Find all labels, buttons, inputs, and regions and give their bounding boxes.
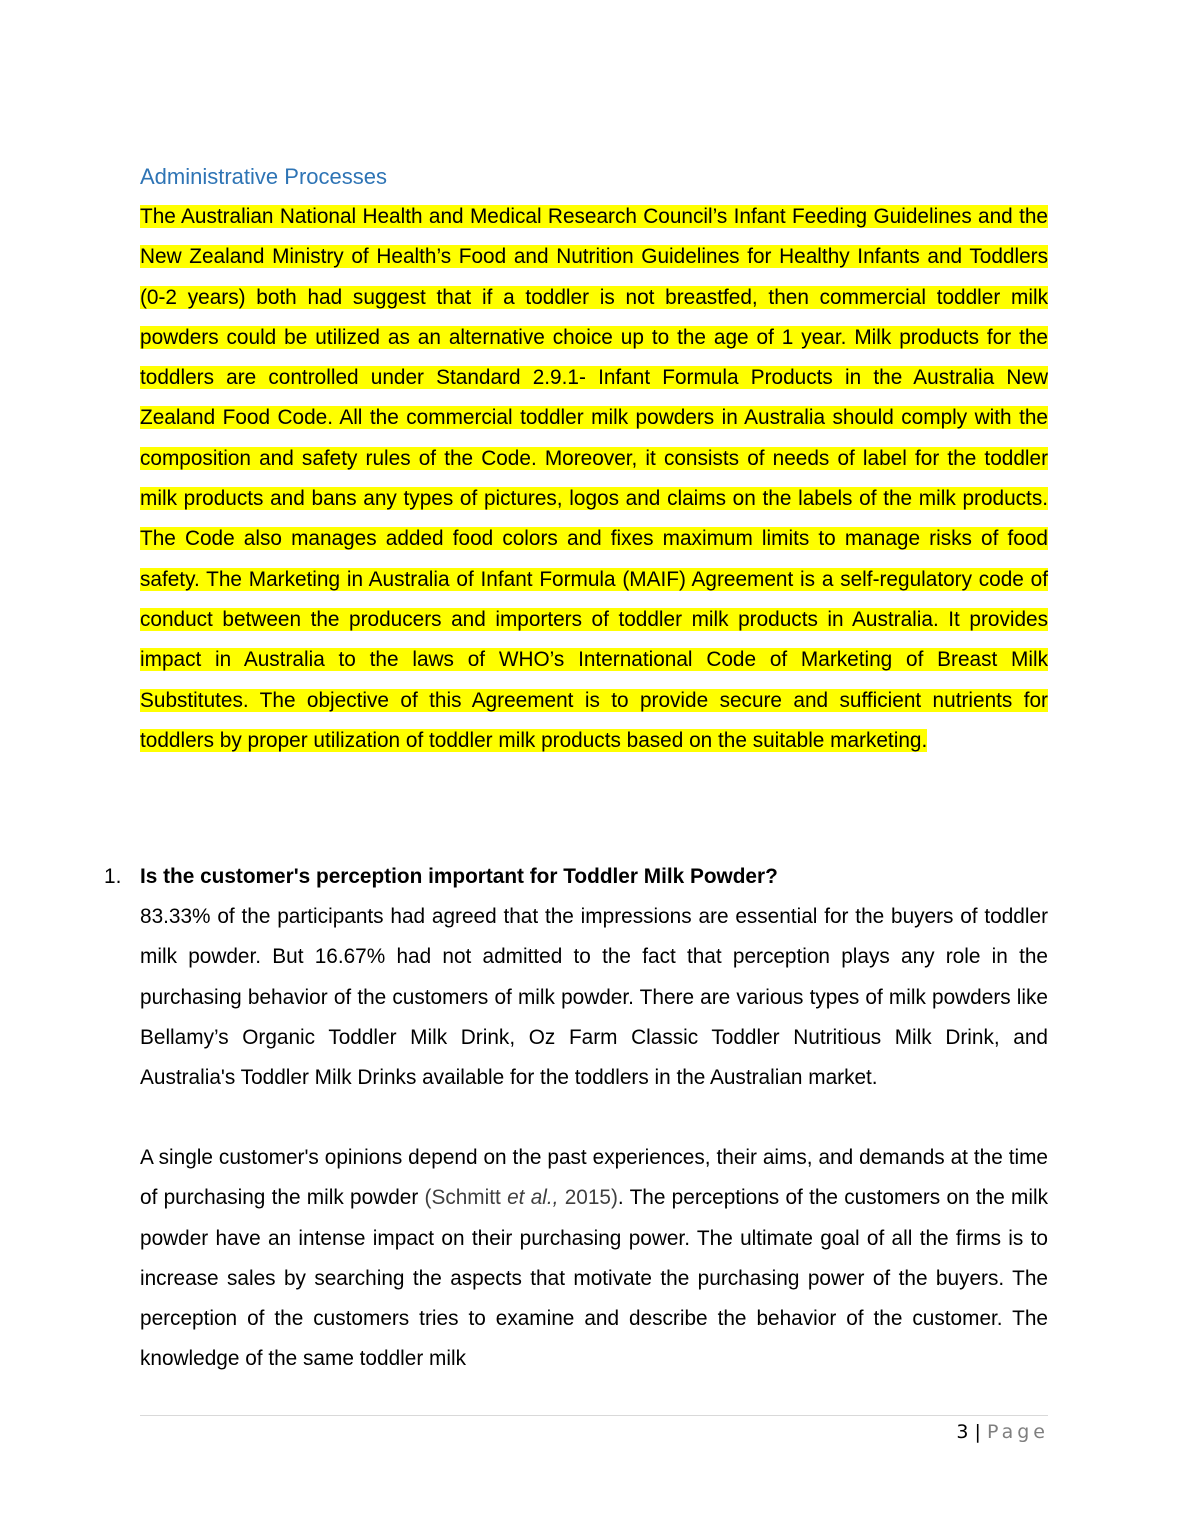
page-number: 3 (956, 1421, 969, 1443)
page-footer (956, 1418, 1049, 1446)
citation-etal: et al., (507, 1186, 559, 1210)
page-label: Page (987, 1421, 1049, 1443)
answer-paragraph-2 (140, 1138, 1048, 1380)
highlighted-text: The Australian National Health and Medical Research Council’s Infant Feeding Guidelines and the New Zealand Ministry of Health’s Food and Nutrition Guidelines for Healthy Infants and Toddlers (0-2 years) both had suggest that if a toddler is not breastfed, then commercial toddler milk powders could be utilized as an alternative choice up to the age of 1 year. Milk products for the toddlers are controlled under Standard 2.9.1- Infant Formula Products in the Australia New Zealand Food Code. All the commercial toddler milk powders in Australia should comply with the composition and safety rules of the Code. Moreover, it consists of needs of label for the toddler milk products and bans any types of pictures, logos and claims on the labels of the milk products. The Code also manages added food colors and fixes maximum limits to manage risks of food safety. The Marketing in Australia of Infant Formula (MAIF) Agreement is a self-regulatory code of conduct between the producers and importers of toddler milk products in Australia. It provides impact in Australia to the laws of WHO’s International Code of Marketing of Breast Milk Substitutes. The objective of this Agreement is to provide secure and sufficient nutrients for toddlers by proper utilization of toddler milk products based on the suitable marketing. (140, 205, 1048, 752)
answer-paragraph-2-continued: . The perceptions of the customers on the milk powder have an intense impact on their purchasing power. The ultimate goal of all the firms is to increase sales by searching the aspects that motivate the purchasing power of the buyers. The perception of the customers tries to examine and describe the behavior of the customer. The knowledge of the same toddler milk (140, 1186, 1049, 1371)
question-heading: Is the customer's perception important for Toddler Milk Powder? (140, 865, 778, 888)
question-number: 1. (104, 865, 122, 888)
citation-author: (Schmitt (424, 1186, 508, 1210)
citation (425, 1186, 618, 1209)
section-heading: Administrative Processes (140, 164, 387, 189)
highlighted-paragraph (140, 197, 1048, 761)
citation-year: 2015) (558, 1186, 618, 1210)
footer-divider (140, 1415, 1048, 1416)
footer-separator: | (974, 1421, 981, 1443)
answer-paragraph-1: 83.33% of the participants had agreed that the impressions are essential for the buyers of toddler milk powder. But 16.67% had not admitted to the fact that perception plays any role in the purchasing behavior of the customers of milk powder. There are various types of milk powders like Bellamy’s Organic Toddler Milk Drink, Oz Farm Classic Toddler Nutritious Milk Drink, and Australia's Toddler Milk Drinks available for the toddlers in the Australian market. (140, 905, 1048, 1090)
answer-paragraph-2-text: A single customer's opinions depend on the past experiences, their aims, and demands at the time of purchasing the milk powder (140, 1146, 1048, 1210)
